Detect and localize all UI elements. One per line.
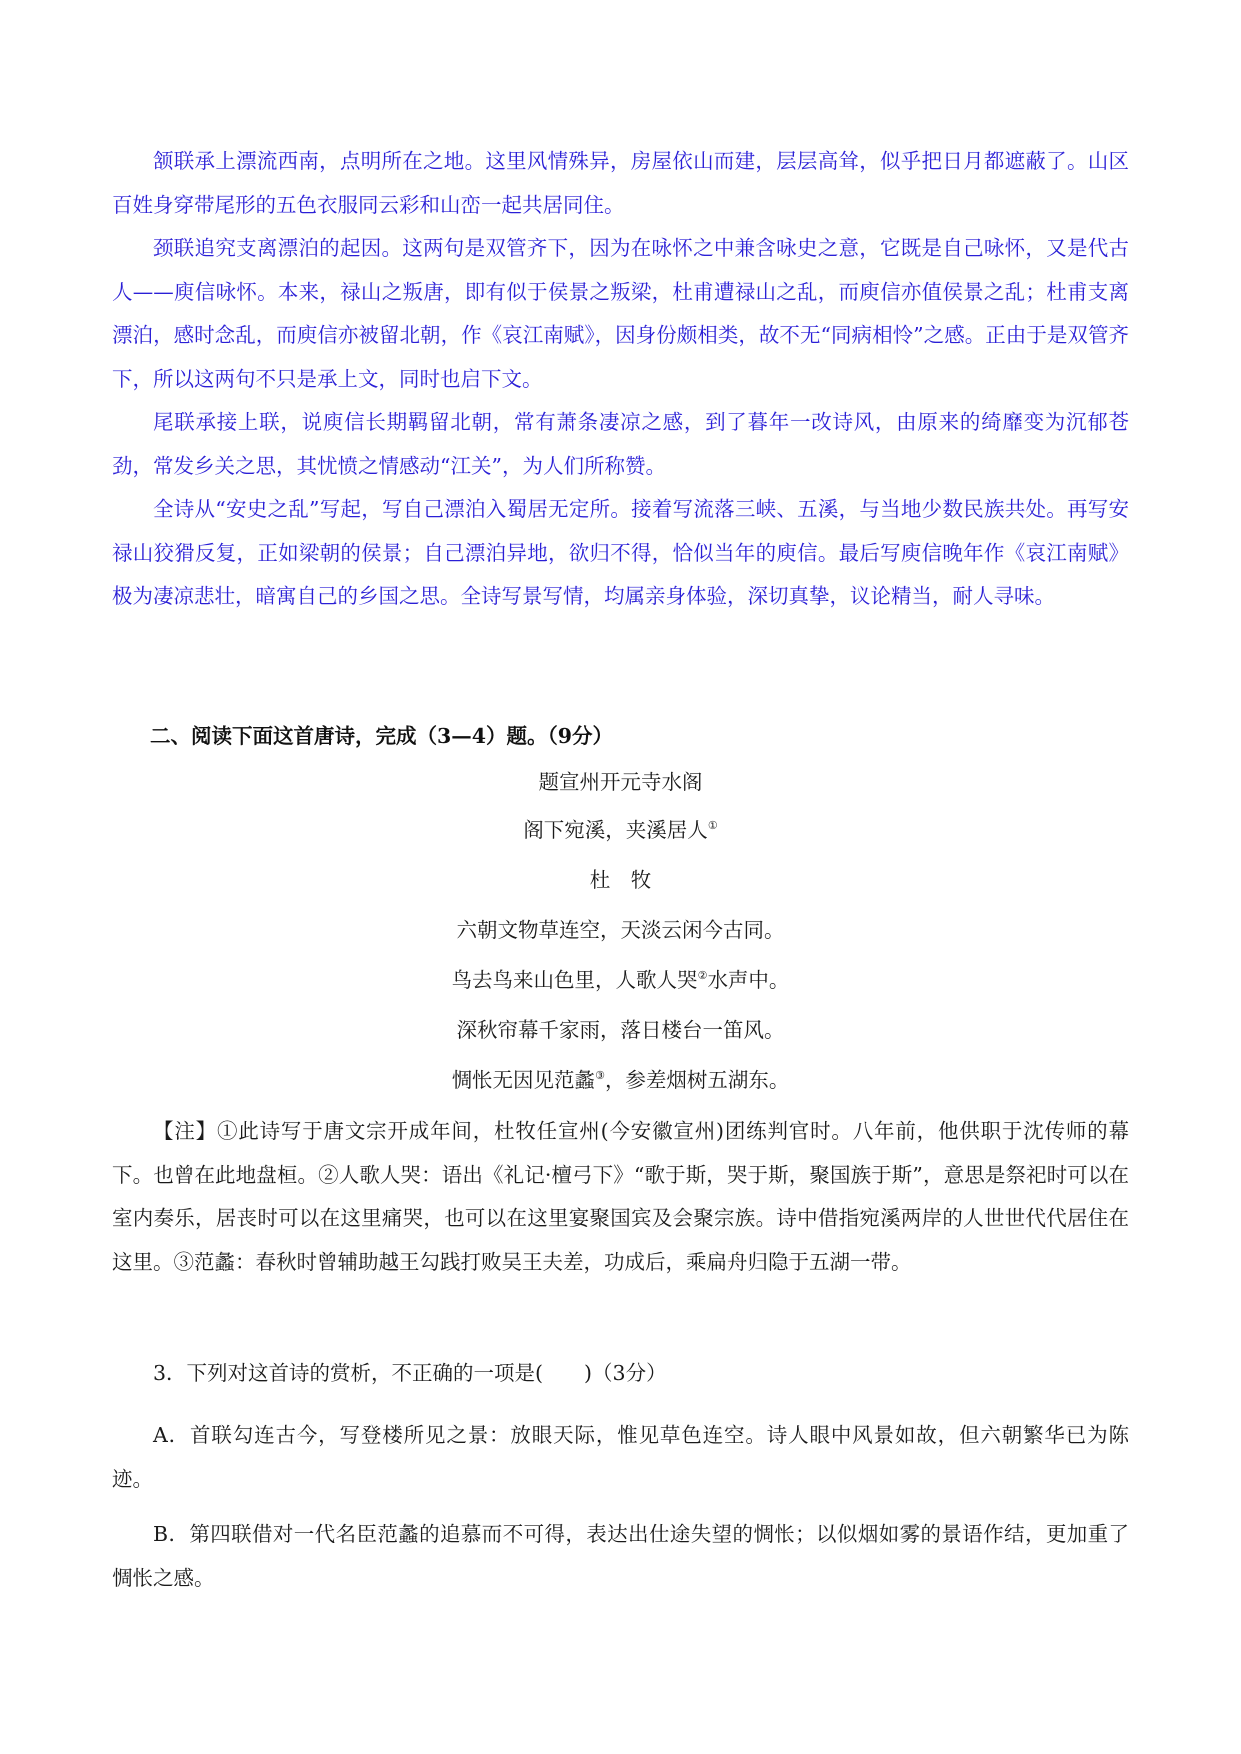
poem-line-2-part-a: 鸟去鸟来山色里，人歌人哭 xyxy=(451,968,698,992)
footnote-label: 【注】 xyxy=(153,1119,217,1143)
poem-line-1: 六朝文物草连空，天淡云闲今古同。 xyxy=(456,918,785,942)
poem-title: 题宣州开元寺水阁 xyxy=(538,770,703,794)
poem-line-3: 深秋帘幕千家雨，落日楼台一笛风。 xyxy=(456,1018,785,1042)
footnote-marker-3: ③ xyxy=(595,1069,605,1083)
question-3-option-a: A．首联勾连古今，写登楼所见之景：放眼天际，惟见草色连空。诗人眼中风景如故，但六朝繁华已为陈迹。 xyxy=(112,1423,1129,1491)
footnote-marker-1: ① xyxy=(707,819,718,833)
analysis-paragraph-summary: 全诗从“安史之乱”写起，写自己漂泊入蜀居无定所。接着写流落三峡、五溪，与当地少数民族共处。再写安禄山狡猾反复，正如梁朝的侯景；自己漂泊异地，欲归不得，恰似当年的庾信。最后写庾信晚年作《哀江南赋》极为凄凉悲壮，暗寓自己的乡国之思。全诗写景写情，均属亲身体验，深切真挚，议论精当，耐人寻味。 xyxy=(112,497,1129,608)
poem-author: 杜 牧 xyxy=(589,868,652,892)
analysis-paragraph-jinglian: 颈联追究支离漂泊的起因。这两句是双管齐下，因为在咏怀之中兼含咏史之意，它既是自己咏怀，又是代古人——庾信咏怀。本来，禄山之叛唐，即有似于侯景之叛梁，杜甫遭禄山之乱，而庾信亦值侯景之乱；杜甫支离漂泊，感时念乱，而庾信亦被留北朝，作《哀江南赋》，因身份颇相类，故不无“同病相怜”之感。正由于是双管齐下，所以这两句不只是承上文，同时也启下文。 xyxy=(112,236,1129,391)
poem-line-4 xyxy=(0,1062,1241,1098)
analysis-paragraph-weilian: 尾联承接上联，说庾信长期羁留北朝，常有萧条凄凉之感，到了暮年一改诗风，由原来的绮靡变为沉郁苍劲，常发乡关之思，其忧愤之情感动“江关”，为人们所称赞。 xyxy=(112,410,1129,478)
poem-line-2-part-b: 水声中。 xyxy=(707,968,790,992)
poem-subtitle-text: 阁下宛溪，夹溪居人 xyxy=(523,818,708,842)
footnote-marker-2: ② xyxy=(697,969,708,983)
poem-line-4-part-b: ，参差烟树五湖东。 xyxy=(604,1068,790,1092)
section-heading: 二、阅读下面这首唐诗，完成（3—4）题。（9分） xyxy=(150,724,614,748)
poem-line-4-part-a: 惆怅无因见范蠡 xyxy=(451,1068,596,1092)
footnote-text: ①此诗写于唐文宗开成年间，杜牧任宣州(今安徽宣州)团练判官时。八年前，他供职于沈传师的幕下。也曾在此地盘桓。②人歌人哭：语出《礼记·檀弓下》“歌于斯，哭于斯，聚国族于斯”，意思是祭祀时可以在室内奏乐，居丧时可以在这里痛哭，也可以在这里宴聚国宾及会聚宗族。诗中借指宛溪两岸的人世世代代居住在这里。③范蠡：春秋时曾辅助越王勾践打败吴王夫差，功成后，乘扁舟归隐于五湖一带。 xyxy=(112,1119,1130,1274)
analysis-paragraph-hanlian: 颔联承上漂流西南，点明所在之地。这里风情殊异，房屋依山而建，层层高耸，似乎把日月都遮蔽了。山区百姓身穿带尾形的五色衣服同云彩和山峦一起共居同住。 xyxy=(112,149,1129,217)
question-3-stem: 3．下列对这首诗的赏析，不正确的一项是( )（3分） xyxy=(153,1361,667,1385)
footnote-paragraph xyxy=(112,1110,1129,1284)
question-3-option-b: B．第四联借对一代名臣范蠡的追慕而不可得，表达出仕途失望的惆怅；以似烟如雾的景语作结，更加重了惆怅之感。 xyxy=(112,1522,1129,1590)
poem-subtitle xyxy=(0,812,1241,848)
poem-line-2 xyxy=(0,962,1241,998)
